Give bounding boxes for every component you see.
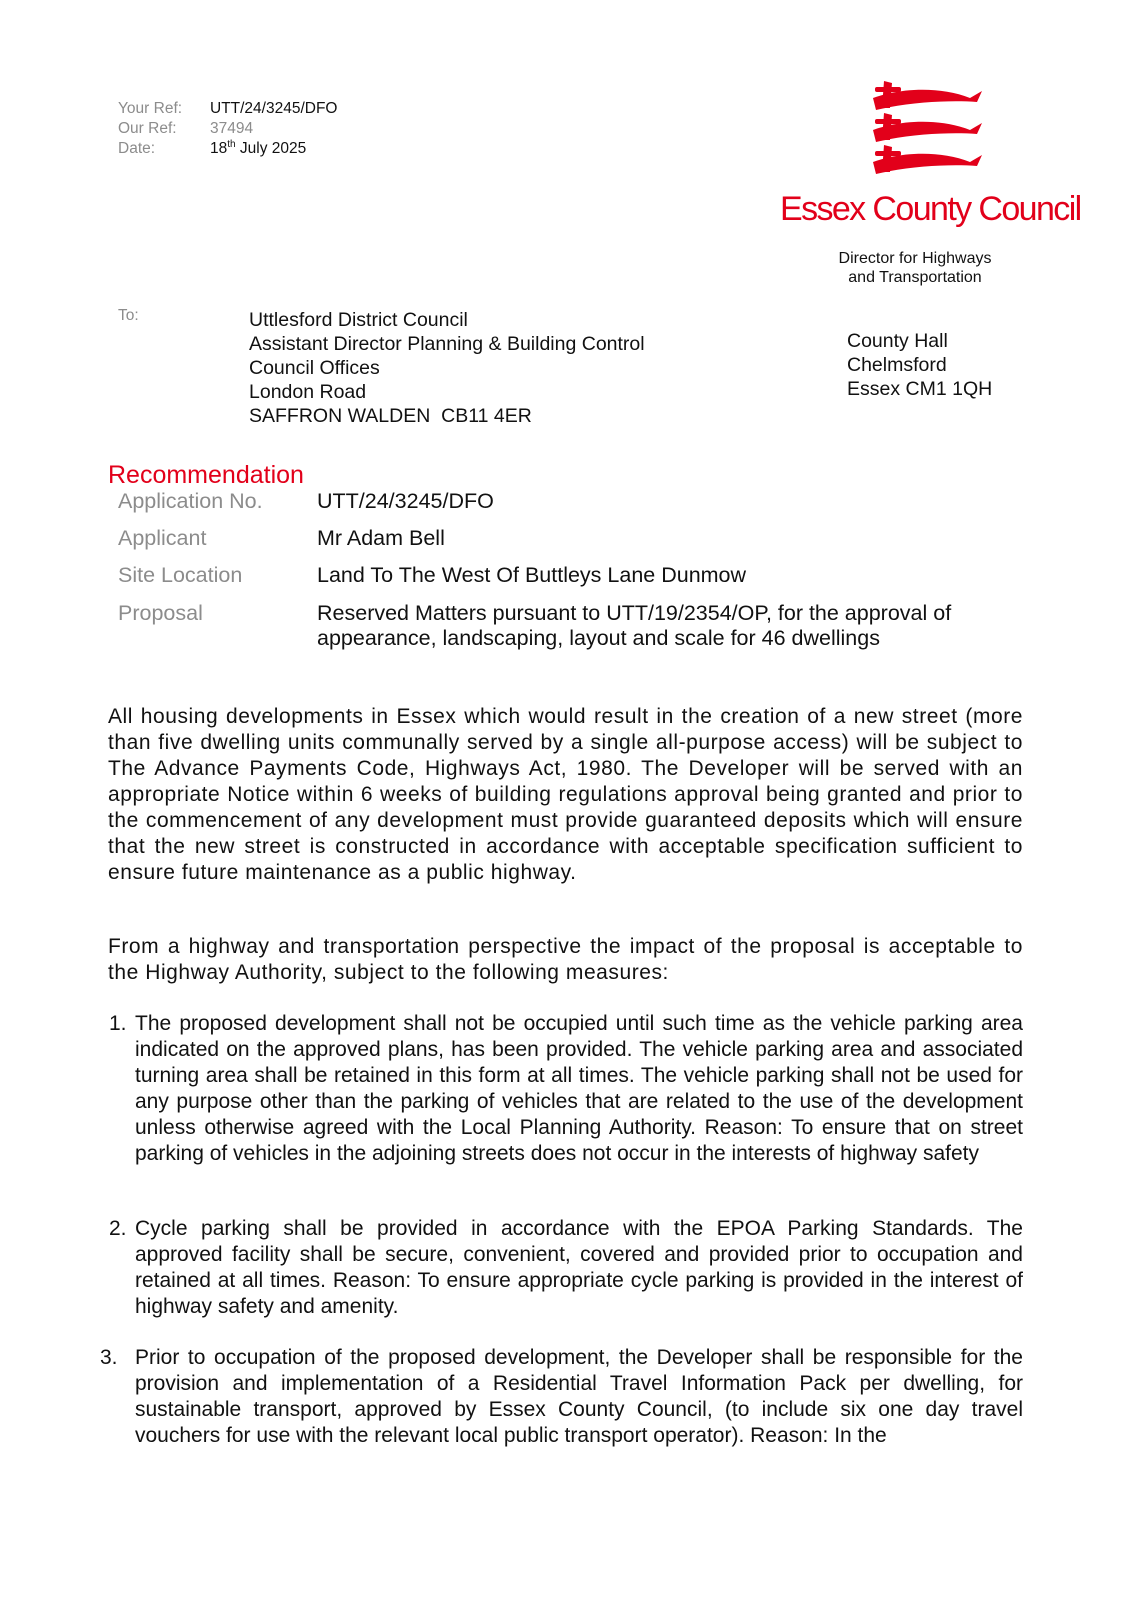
our-ref-label: Our Ref:: [118, 120, 177, 137]
reference-block: [118, 99, 338, 159]
logo-text: Essex County Council: [780, 190, 1081, 228]
your-ref-value: UTT/24/3245/DFO: [210, 100, 338, 117]
applicant-label: Applicant: [118, 526, 207, 550]
list-item-number: 3.: [100, 1346, 118, 1369]
date-rest: July 2025: [235, 140, 307, 157]
date-suffix: th: [227, 138, 236, 150]
council-address-line: Chelmsford: [847, 354, 947, 376]
director-line-1: Director for Highways: [838, 250, 992, 267]
applicant-value: Mr Adam Bell: [317, 526, 445, 550]
date-label: Date:: [118, 140, 156, 157]
recipient-address: [249, 308, 645, 428]
our-ref-value: 37494: [210, 120, 254, 137]
date-day: 18: [210, 140, 228, 157]
list-item-text: The proposed development shall not be occupied until such time as the vehicle parking area indicated on the approved plans, has been provided. The vehicle parking area and associated turning area shall be retained in this form at all times. The vehicle parking shall not be used for any purpose other than the parking of vehicles that are related to the use of the development unless otherwise agreed with the Local Planning Authority. Reason: To ensure that on street parking of vehicles in the adjoining streets does not occur in the interests of highway safety: [135, 1012, 1023, 1165]
to-label: To:: [118, 307, 139, 324]
list-item-text: Prior to occupation of the proposed development, the Developer shall be responsible for the provision and implementation of a Residential Travel Information Pack per dwelling, for sustainable transport, approved by Essex County Council, (to include six one day travel vouchers for use with the relevant local public transport operator). Reason: In the: [135, 1346, 1023, 1447]
proposal-label: Proposal: [118, 601, 203, 625]
seaxes-emblem-icon: [870, 78, 985, 178]
address-line: Council Offices: [249, 357, 380, 379]
recommendation-heading: Recommendation: [108, 461, 304, 489]
date-value: [210, 139, 306, 159]
director-line-2: and Transportation: [848, 269, 982, 286]
proposal-value: Reserved Matters pursuant to UTT/19/2354/OP, for the approval of appearance, landscaping, layout and scale for 46 dwellings: [317, 601, 952, 650]
application-no-label: Application No.: [118, 489, 263, 513]
address-line: London Road: [249, 381, 367, 403]
council-address-line: Essex CM1 1QH: [847, 378, 993, 400]
address-line: SAFFRON WALDEN CB11 4ER: [249, 405, 532, 427]
site-location-label: Site Location: [118, 563, 243, 587]
list-item-number: 2.: [109, 1217, 127, 1240]
date-row: [118, 139, 338, 159]
application-no-value: UTT/24/3245/DFO: [317, 489, 494, 513]
site-location-value: Land To The West Of Buttleys Lane Dunmow: [317, 563, 747, 587]
list-item-text: Cycle parking shall be provided in accordance with the EPOA Parking Standards. The approved facility shall be secure, convenient, covered and provided prior to occupation and retained at all times. Reason: To ensure appropriate cycle parking is provided in the interest of highway safety and amenity.: [135, 1217, 1023, 1318]
address-line: Assistant Director Planning & Building Control: [249, 333, 645, 355]
highway-perspective-paragraph: From a highway and transportation perspective the impact of the proposal is acceptable to the Highway Authority, subject to the following measures:: [108, 935, 1023, 984]
advance-payments-paragraph: All housing developments in Essex which would result in the creation of a new street (more than five dwelling units communally served by a single all-purpose access) will be subject to The Advance Payments Code, Highways Act, 1980. The Developer will be served with an appropriate Notice within 6 weeks of building regulations approval being granted and prior to the commencement of any development must provide guaranteed deposits which will ensure that the new street is constructed in accordance with acceptable specification sufficient to ensure future maintenance as a public highway.: [108, 705, 1023, 884]
address-line: Uttlesford District Council: [249, 309, 468, 331]
council-address-line: County Hall: [847, 330, 948, 352]
council-address: [847, 329, 992, 401]
director-title: [800, 249, 1030, 287]
our-ref-row: [118, 119, 338, 139]
your-ref-label: Your Ref:: [118, 100, 183, 117]
list-item-number: 1.: [109, 1012, 127, 1035]
your-ref-row: [118, 99, 338, 119]
